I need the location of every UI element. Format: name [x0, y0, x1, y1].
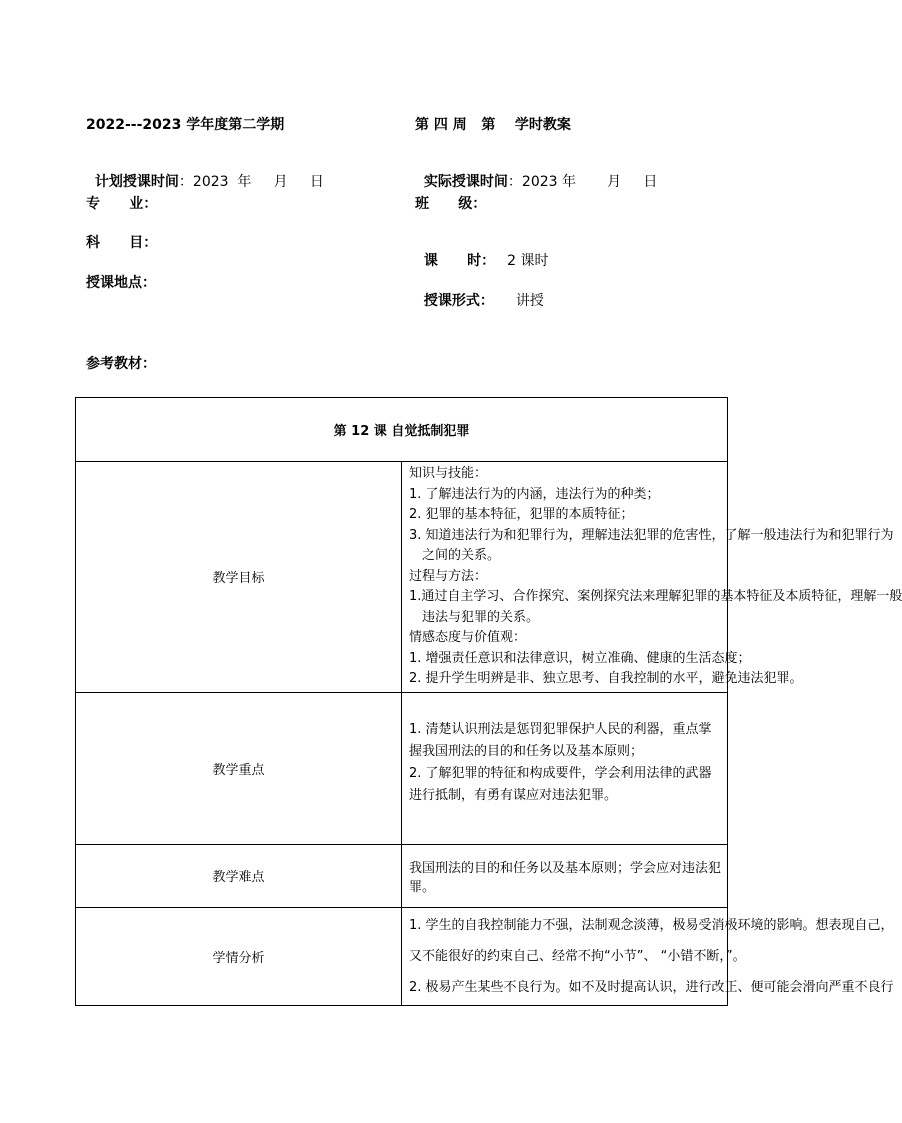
- objectives-line: 1. 了解违法行为的内涵，违法行为的种类；: [409, 486, 660, 502]
- key-points-label: 教学重点: [76, 692, 402, 844]
- subject-label: [86, 234, 157, 252]
- week-plan-title: 第 四 周 第 学时教案: [415, 117, 571, 133]
- objectives-label: 教学目标: [76, 462, 402, 693]
- objectives-line: 情感态度与价值观：: [409, 630, 527, 645]
- planned-time-label: 计划授课时间: [94, 174, 179, 190]
- location-label: 授课地点：: [86, 275, 156, 291]
- objectives-line: 1. 增强责任意识和法律意识，树立准确、健康的生活态度；: [409, 650, 751, 666]
- key-point-item: 2. 了解犯罪的特征和构成要件，学会利用法律的武器进行抵制，有勇有谋应对违法犯罪。: [409, 765, 712, 803]
- objectives-line: 违法与犯罪的关系。: [422, 609, 540, 625]
- analysis-label: 学情分析: [76, 907, 402, 1005]
- objectives-line: 过程与方法：: [409, 568, 488, 584]
- actual-time: [415, 155, 657, 191]
- analysis-line: 又不能很好的约束自己、经常不拘“小节”、 “小错不断，”。: [409, 948, 746, 964]
- objectives-line: 1.通过自主学习、合作探究、案例探究法来理解犯罪的基本特征及本质特征，理解一般: [409, 589, 902, 604]
- objectives-line: 3. 知道违法行为和犯罪行为，理解违法犯罪的危害性，了解一般违法行为和犯罪行为: [409, 527, 894, 543]
- objectives-content: [402, 462, 902, 693]
- lesson-plan-table: [75, 397, 902, 1006]
- difficulties-content: 我国刑法的目的和任务以及基本原则；学会应对违法犯罪。: [402, 844, 728, 907]
- hours-label: 课 时：: [423, 253, 496, 269]
- class-label: 班 级：: [415, 196, 487, 212]
- format-value: 讲授: [515, 293, 544, 309]
- difficulties-row: [76, 844, 728, 907]
- key-points-row: [76, 692, 728, 844]
- planned-time-value: ：2023 年 月 日: [178, 174, 324, 190]
- major-label: 专 业：: [86, 196, 158, 212]
- actual-time-label: 实际授课时间: [423, 174, 508, 190]
- subject-label-text: 科 目：: [86, 235, 158, 251]
- hours-value: 2 课时: [507, 253, 549, 269]
- textbook-label: 参考教材：: [86, 356, 156, 372]
- key-points-content: [402, 692, 728, 844]
- format-field: [415, 274, 544, 310]
- difficulties-label: 教学难点: [76, 844, 402, 907]
- planned-time: [86, 155, 324, 191]
- title-row: [76, 398, 728, 462]
- analysis-line: 1. 学生的自我控制能力不强，法制观念淡薄，极易受消极环境的影响。想表现自己，: [409, 917, 894, 933]
- analysis-content: [402, 907, 894, 1005]
- hours-field: [415, 234, 549, 270]
- objectives-line: 2. 犯罪的基本特征，犯罪的本质特征；: [409, 507, 634, 522]
- objectives-line: 知识与技能：: [409, 466, 488, 481]
- lesson-title: 第 12 课 自觉抵制犯罪: [76, 398, 728, 462]
- format-label: 授课形式：: [423, 293, 494, 309]
- term-title: 2022---2023 学年度第二学期: [86, 117, 285, 133]
- analysis-line: 2. 极易产生某些不良行为。如不及时提高认识，进行改正、便可能会滑向严重不良行: [409, 979, 894, 995]
- objectives-row: [76, 462, 728, 693]
- objectives-line: 之间的关系。: [422, 548, 501, 563]
- key-point-item: 1. 清楚认识刑法是惩罚犯罪保护人民的利器，重点掌握我国刑法的目的和任务以及基本原则；: [409, 721, 712, 759]
- actual-time-value: ：2023 年 月 日: [507, 174, 658, 190]
- objectives-line: 2. 提升学生明辨是非、独立思考、自我控制的水平，避免违法犯罪。: [409, 671, 803, 686]
- analysis-row: [76, 907, 728, 1005]
